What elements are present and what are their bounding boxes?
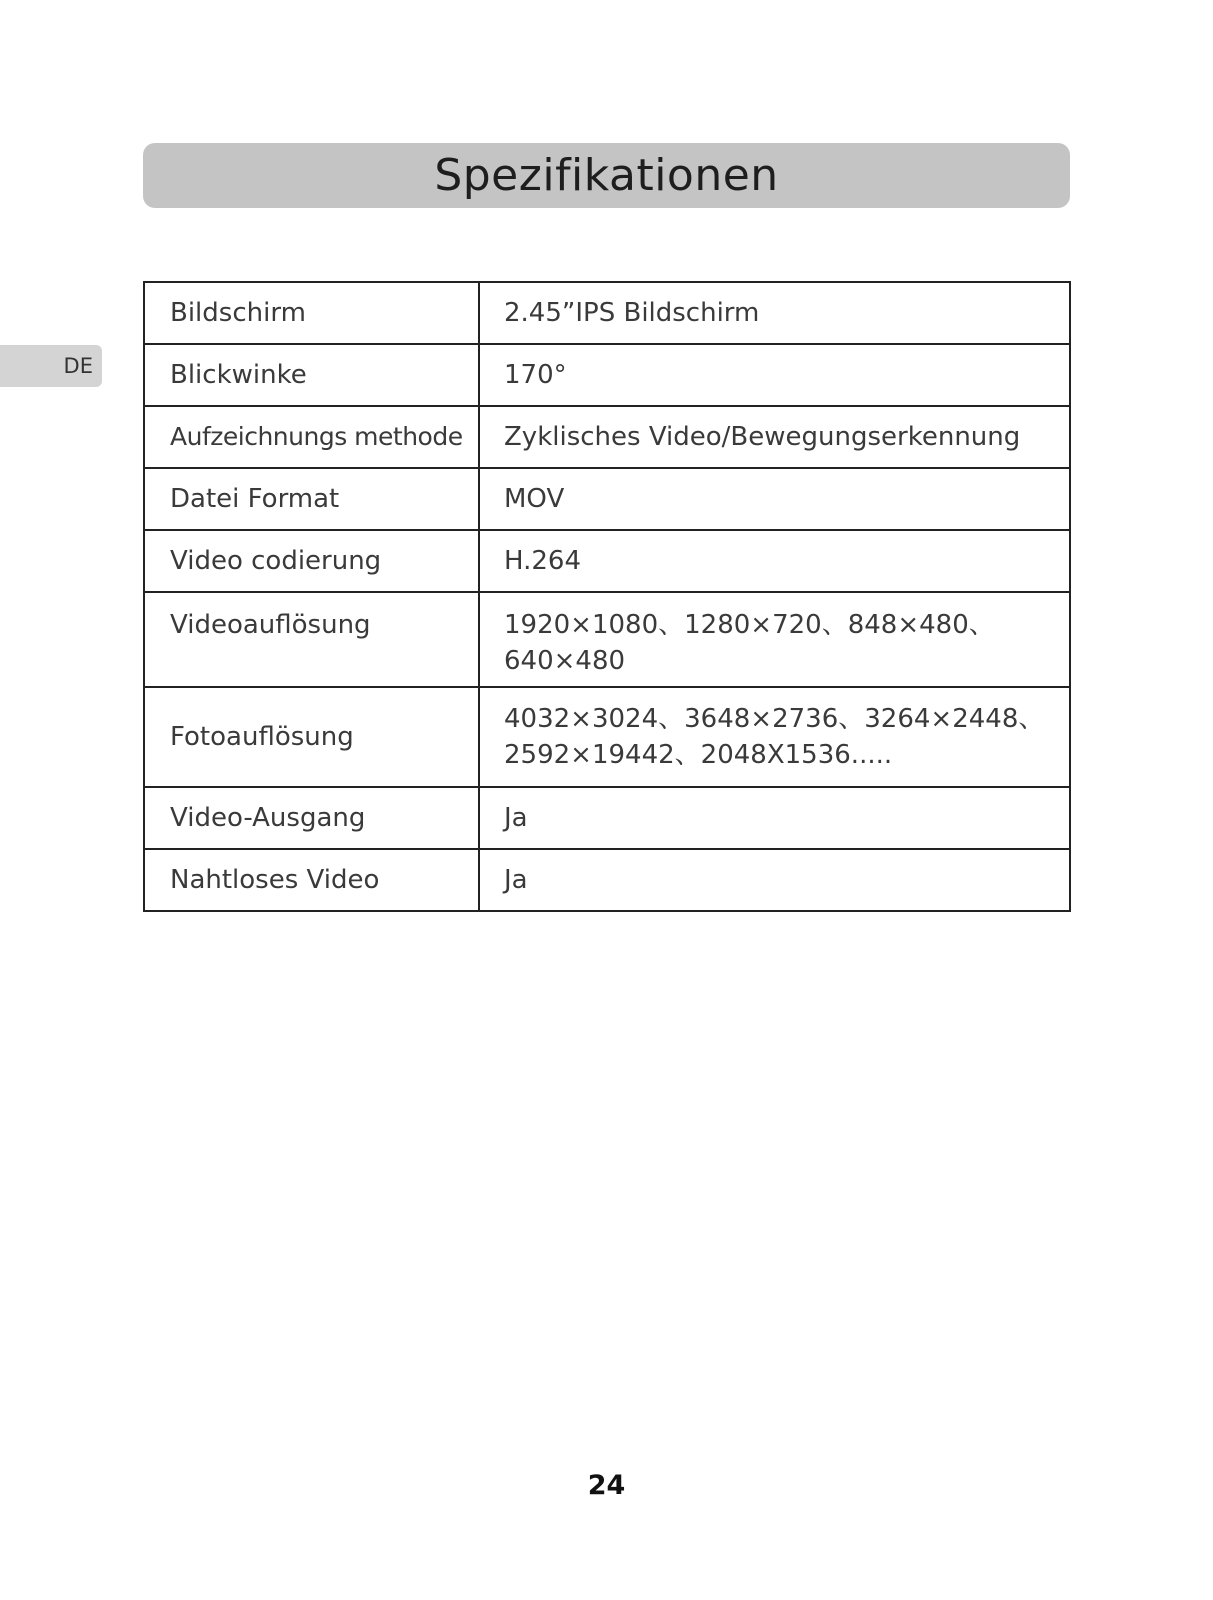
spec-key: Datei Format xyxy=(144,468,479,530)
spec-value: 1920×1080、1280×720、848×480、640×480 xyxy=(479,592,1070,687)
page-title: Spezifikationen xyxy=(434,150,779,201)
spec-value: H.264 xyxy=(479,530,1070,592)
spec-value: 170° xyxy=(479,344,1070,406)
language-tab: DE xyxy=(0,345,102,387)
table-row xyxy=(144,592,1070,687)
spec-value: 2.45”IPS Bildschirm xyxy=(479,282,1070,344)
section-title-bar xyxy=(143,143,1070,208)
spec-key: Fotoauflösung xyxy=(144,687,479,787)
table-row xyxy=(144,530,1070,592)
spec-value: Ja xyxy=(479,849,1070,911)
spec-key: Blickwinke xyxy=(144,344,479,406)
table-row xyxy=(144,344,1070,406)
spec-key: Video-Ausgang xyxy=(144,787,479,849)
table-row xyxy=(144,468,1070,530)
spec-key: Nahtloses Video xyxy=(144,849,479,911)
table-row xyxy=(144,687,1070,787)
table-row xyxy=(144,406,1070,468)
table-row xyxy=(144,282,1070,344)
spec-value: Zyklisches Video/Bewegungserkennung xyxy=(479,406,1070,468)
page-number: 24 xyxy=(587,1470,626,1501)
spec-value: Ja xyxy=(479,787,1070,849)
spec-value: 4032×3024、3648×2736、3264×2448、2592×19442、2048X1536..... xyxy=(479,687,1070,787)
spec-key: Video codierung xyxy=(144,530,479,592)
spec-key: Aufzeichnungs methode xyxy=(144,406,479,468)
spec-value: MOV xyxy=(479,468,1070,530)
table-row xyxy=(144,849,1070,911)
table-row xyxy=(144,787,1070,849)
spec-table xyxy=(143,281,1071,912)
spec-key: Videoauflösung xyxy=(144,592,479,687)
spec-key: Bildschirm xyxy=(144,282,479,344)
